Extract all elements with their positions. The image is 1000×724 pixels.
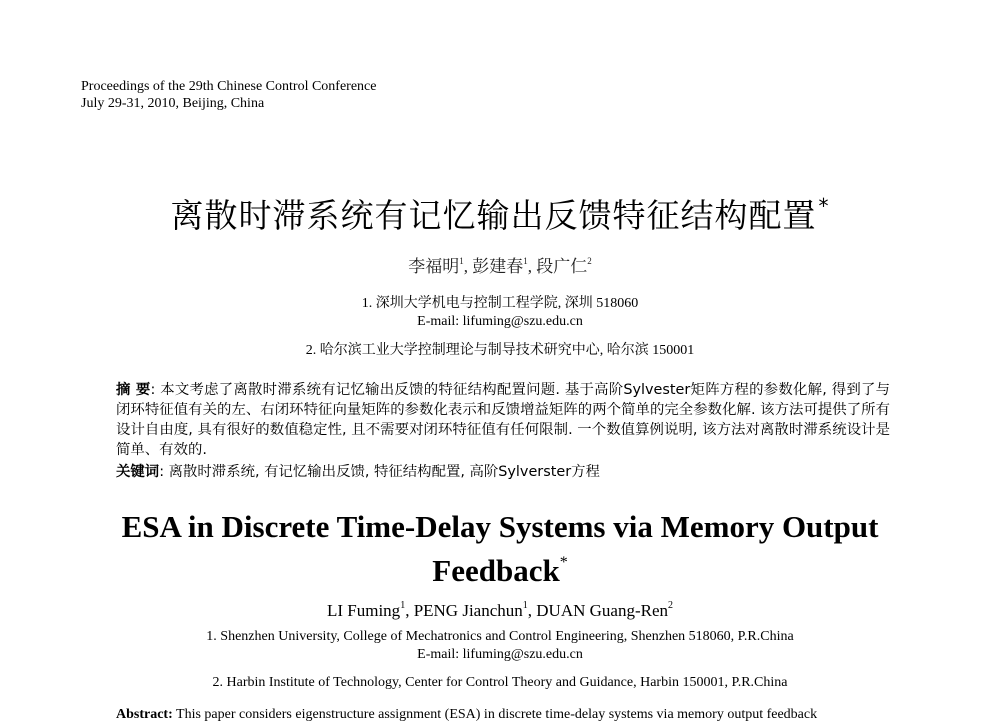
proceedings-header	[81, 78, 376, 112]
cn-author-3: 段广仁	[536, 257, 588, 276]
english-title-footnote-mark: *	[559, 554, 568, 571]
cn-keywords-text: 离散时滞系统, 有记忆输出反馈, 特征结构配置, 高阶Sylverster方程	[168, 464, 600, 480]
en-affiliation-2: 2. Harbin Institute of Technology, Center for Control Theory and Guidance, Harbin 150001, P.R.China	[212, 675, 788, 690]
en-author-2: PENG Jianchun	[413, 601, 523, 620]
en-abstract-text: This paper considers eigenstructure assignment (ESA) in discrete time-delay systems via memory output feedback	[176, 707, 818, 722]
cn-abstract-label: 摘 要	[116, 382, 151, 398]
cn-affiliation-2: 2. 哈尔滨工业大学控制理论与制导技术研究中心, 哈尔滨 150001	[305, 343, 695, 358]
en-author-3-affiliation: 2	[668, 600, 673, 611]
cn-author-2: 彭建春	[472, 257, 524, 276]
cn-keywords-label: 关键词	[116, 464, 160, 480]
conference-name: Proceedings of the 29th Chinese Control Conference	[81, 79, 377, 94]
chinese-title-text: 离散时滞系统有记忆输出反馈特征结构配置	[170, 196, 817, 235]
en-author-3: DUAN Guang-Ren	[536, 601, 668, 620]
en-affiliation-1-email: E-mail: lifuming@szu.edu.cn	[417, 647, 583, 662]
english-title	[100, 509, 900, 589]
cn-author-1-affiliation: 1	[459, 256, 464, 266]
cn-abstract-text: 本文考虑了离散时滞系统有记忆输出反馈的特征结构配置问题. 基于高阶Sylvester矩阵方程的参数化解, 得到了与闭环特征值有关的左、右闭环特征向量矩阵的参数化表示和反馈增益矩阵的两个简单的完全参数化解. 该方法可提供了所有设计自由度, 具有很好的数值稳定性, 且不需要对闭环特征值有任何限制. 一个数值算例说明, 该方法对离散时滞系统设计是简单、有效的.	[116, 382, 890, 458]
cn-author-1: 李福明	[408, 257, 460, 276]
en-abstract-label: Abstract:	[116, 707, 173, 722]
conference-date-location: July 29-31, 2010, Beijing, China	[81, 96, 265, 111]
chinese-title	[0, 184, 1000, 238]
en-affiliation-1: 1. Shenzhen University, College of Mechatronics and Control Engineering, Shenzhen 518060, P.R.China	[206, 629, 794, 644]
cn-author-2-affiliation: 1	[523, 256, 528, 266]
chinese-title-footnote-mark: *	[818, 194, 830, 218]
english-authors: LI Fuming$^1$, PENG Jianchun$^1$, DUAN Guang-Ren$^2$	[326, 600, 673, 620]
english-title-text: ESA in Discrete Time-Delay Systems via Memory Output Feedback	[121, 509, 879, 588]
chinese-authors: 李福明$^1$, 彭建春$^1$, 段广仁$^2$	[408, 256, 592, 276]
cn-affiliation-1-email: E-mail: lifuming@szu.edu.cn	[417, 314, 583, 329]
en-author-1-affiliation: 1	[400, 600, 406, 611]
chinese-keywords: 关键词: 离散时滞系统, 有记忆输出反馈, 特征结构配置, 高阶Sylverster方程	[116, 464, 600, 480]
cn-affiliation-1: 1. 深圳大学机电与控制工程学院, 深圳 518060	[361, 296, 639, 311]
en-author-1: LI Fuming	[326, 601, 401, 620]
english-abstract-partial	[116, 706, 890, 722]
en-author-2-affiliation: 1	[522, 600, 528, 611]
chinese-abstract: 摘 要: 本文考虑了离散时滞系统有记忆输出反馈的特征结构配置问题. 基于高阶Sylvester矩阵方程的参数化解, 得到了与闭环特征值有关的左、右闭环特征向量矩阵的参数化表示和反馈增益矩阵的两个简单的完全参数化解. 该方法可提供了所有设计自由度, 具有很好的数值稳定性, 且不需要对闭环特征值有任何限制. 一个数值算例说明, 该方法对离散时滞系统设计是简单、有效的.	[116, 382, 890, 458]
cn-author-3-affiliation: 2	[587, 256, 592, 266]
